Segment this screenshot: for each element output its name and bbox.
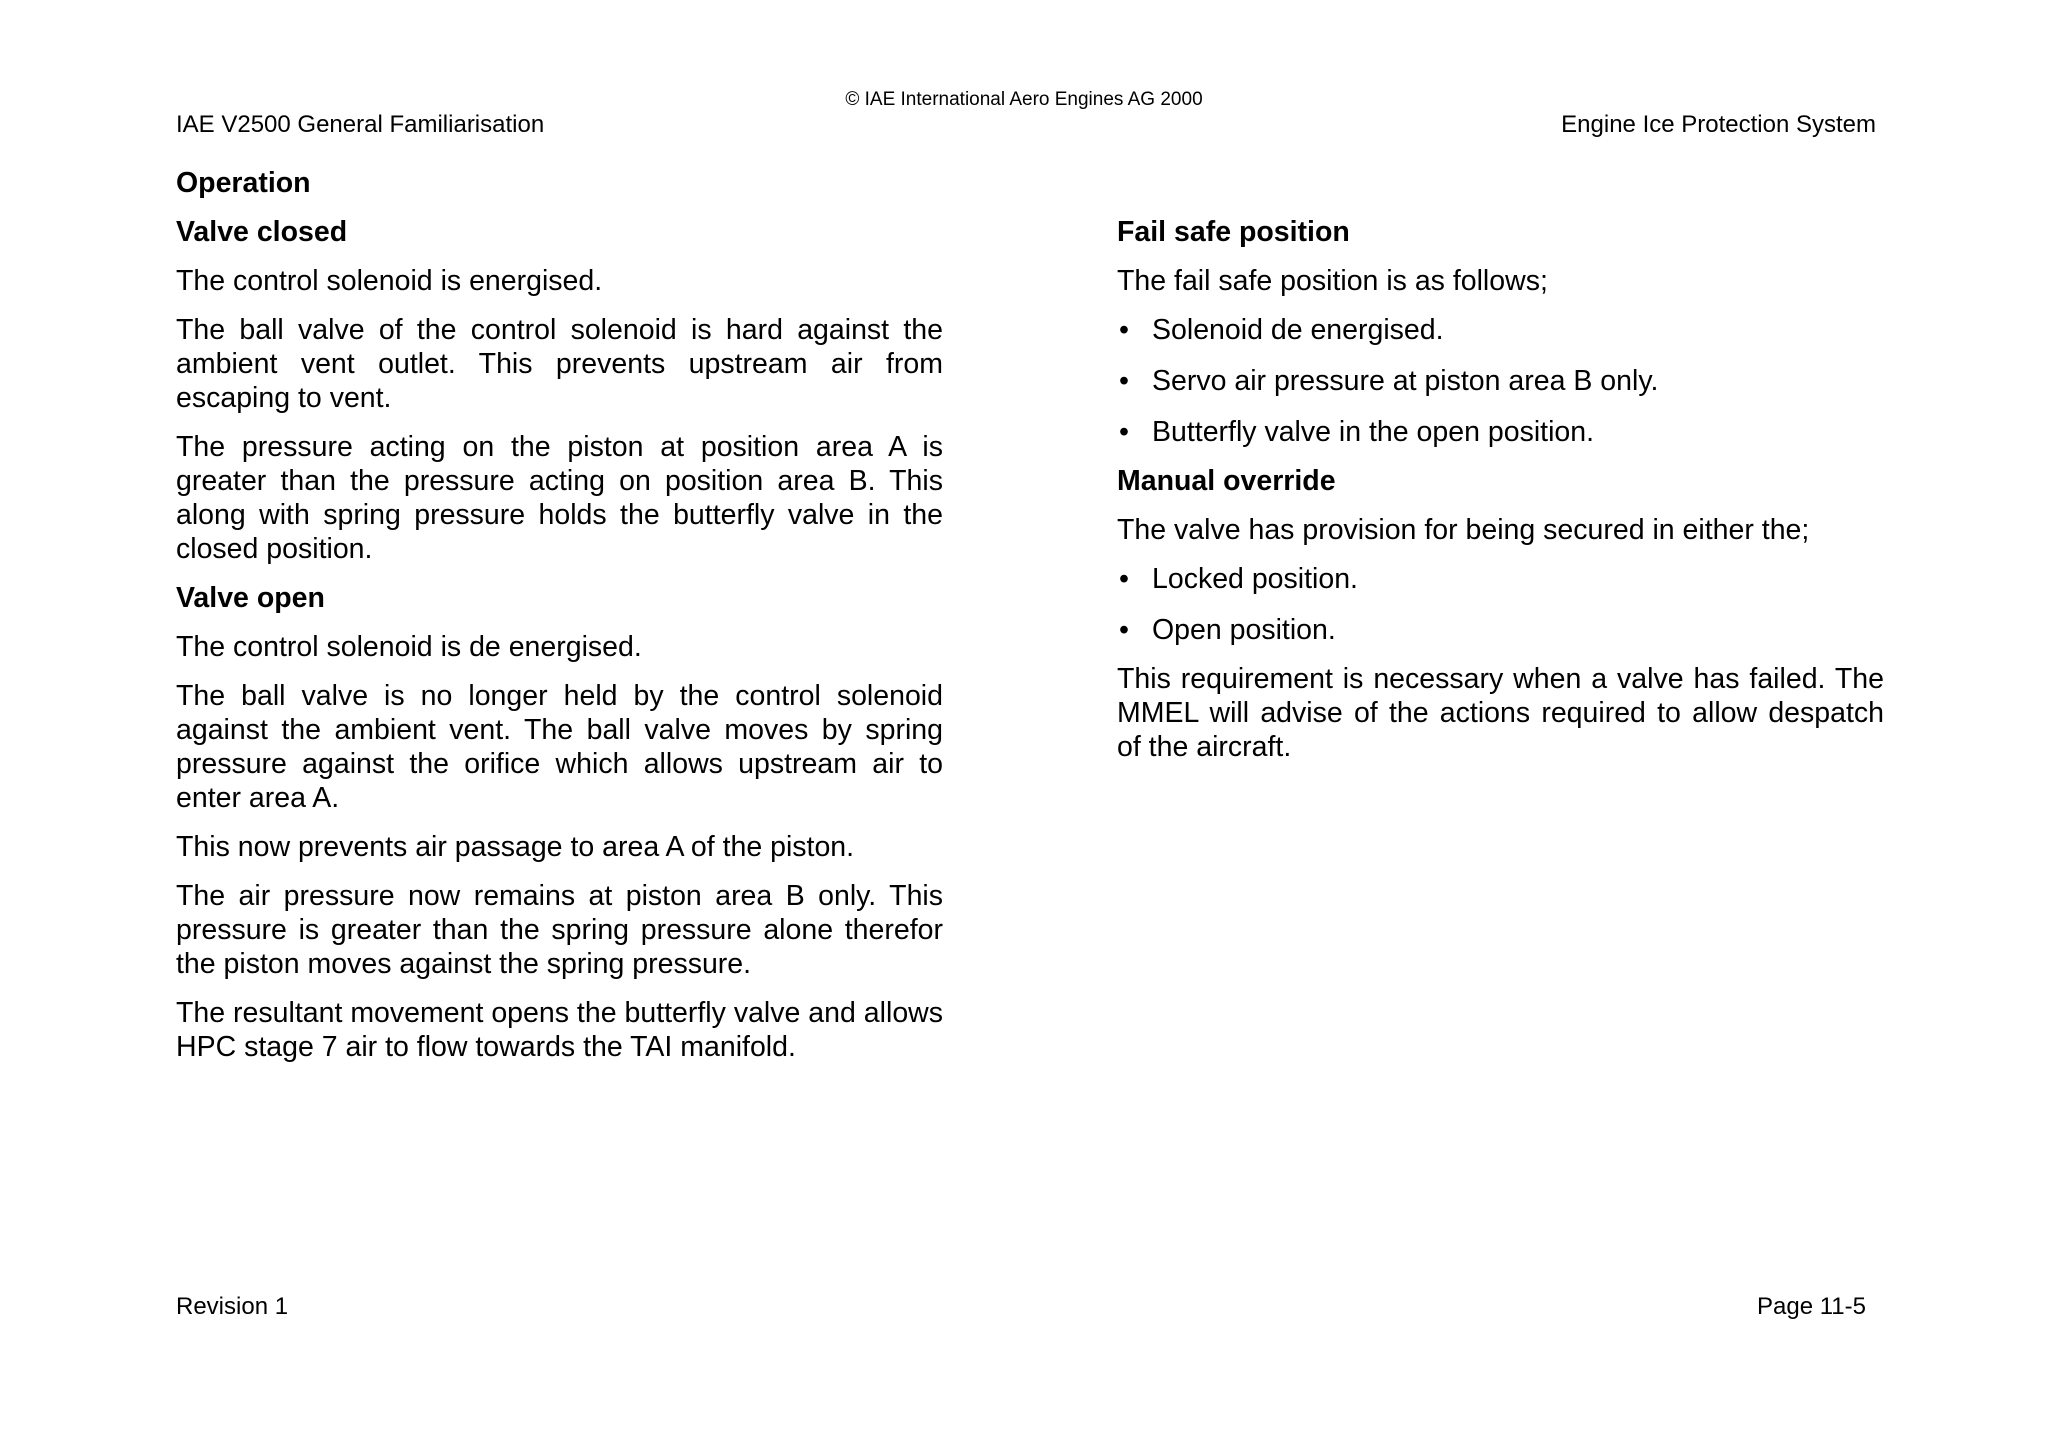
list-item-text: Solenoid de energised.: [1152, 314, 1444, 346]
list-item: [1117, 562, 1884, 596]
paragraph: The control solenoid is energised.: [176, 265, 603, 297]
bullet-list-fail-safe: [1117, 313, 1884, 449]
bullet-list-manual-override: [1117, 562, 1884, 647]
subheading-manual-override: Manual override: [1117, 465, 1336, 497]
list-item: [1117, 313, 1884, 347]
paragraph: The pressure acting on the piston at position area A is greater than the pressure acting on position area B. This along with spring pressure holds the butterfly valve in the closed position.: [176, 431, 943, 565]
paragraph: The valve has provision for being secured in either the;: [1117, 514, 1810, 546]
bullet-icon: •: [1119, 365, 1129, 397]
list-item: [1117, 415, 1884, 449]
paragraph: The fail safe position is as follows;: [1117, 265, 1548, 297]
paragraph: The ball valve is no longer held by the control solenoid against the ambient vent. The ball valve moves by spring pressure against the orifice which allows upstream air to enter area A.: [176, 680, 943, 814]
left-column: [176, 166, 943, 1079]
page-number: Page 11-5: [1757, 1293, 1866, 1320]
subheading-valve-closed: Valve closed: [176, 216, 348, 248]
list-item-text: Servo air pressure at piston area B only.: [1152, 365, 1659, 397]
bullet-icon: •: [1119, 416, 1129, 448]
paragraph: The ball valve of the control solenoid is hard against the ambient vent outlet. This prevents upstream air from escaping to vent.: [176, 314, 943, 414]
bullet-icon: •: [1119, 314, 1129, 346]
paragraph: The resultant movement opens the butterfly valve and allows HPC stage 7 air to flow towards the TAI manifold.: [176, 997, 943, 1063]
paragraph: This requirement is necessary when a valve has failed. The MMEL will advise of the actions required to allow despatch of the aircraft.: [1117, 663, 1884, 763]
bullet-icon: •: [1119, 614, 1129, 646]
list-item-text: Locked position.: [1152, 563, 1358, 595]
document-title: IAE V2500 General Familiarisation: [176, 111, 545, 138]
copyright-notice: © IAE International Aero Engines AG 2000: [845, 89, 1203, 110]
paragraph: The control solenoid is de energised.: [176, 631, 642, 663]
section-heading-operation: Operation: [176, 167, 311, 199]
list-item: [1117, 364, 1884, 398]
paragraph: This now prevents air passage to area A of the piston.: [176, 831, 855, 863]
subheading-valve-open: Valve open: [176, 582, 325, 614]
list-item-text: Open position.: [1152, 614, 1336, 646]
subheading-fail-safe-position: Fail safe position: [1117, 216, 1350, 248]
revision-label: Revision 1: [176, 1293, 289, 1320]
list-item-text: Butterfly valve in the open position.: [1152, 416, 1595, 448]
right-column: [1117, 215, 1884, 779]
list-item: [1117, 613, 1884, 647]
paragraph: The air pressure now remains at piston area B only. This pressure is greater than the spring pressure alone therefor the piston moves against the spring pressure.: [176, 880, 943, 980]
chapter-title: Engine Ice Protection System: [1561, 111, 1876, 138]
bullet-icon: •: [1119, 563, 1129, 595]
